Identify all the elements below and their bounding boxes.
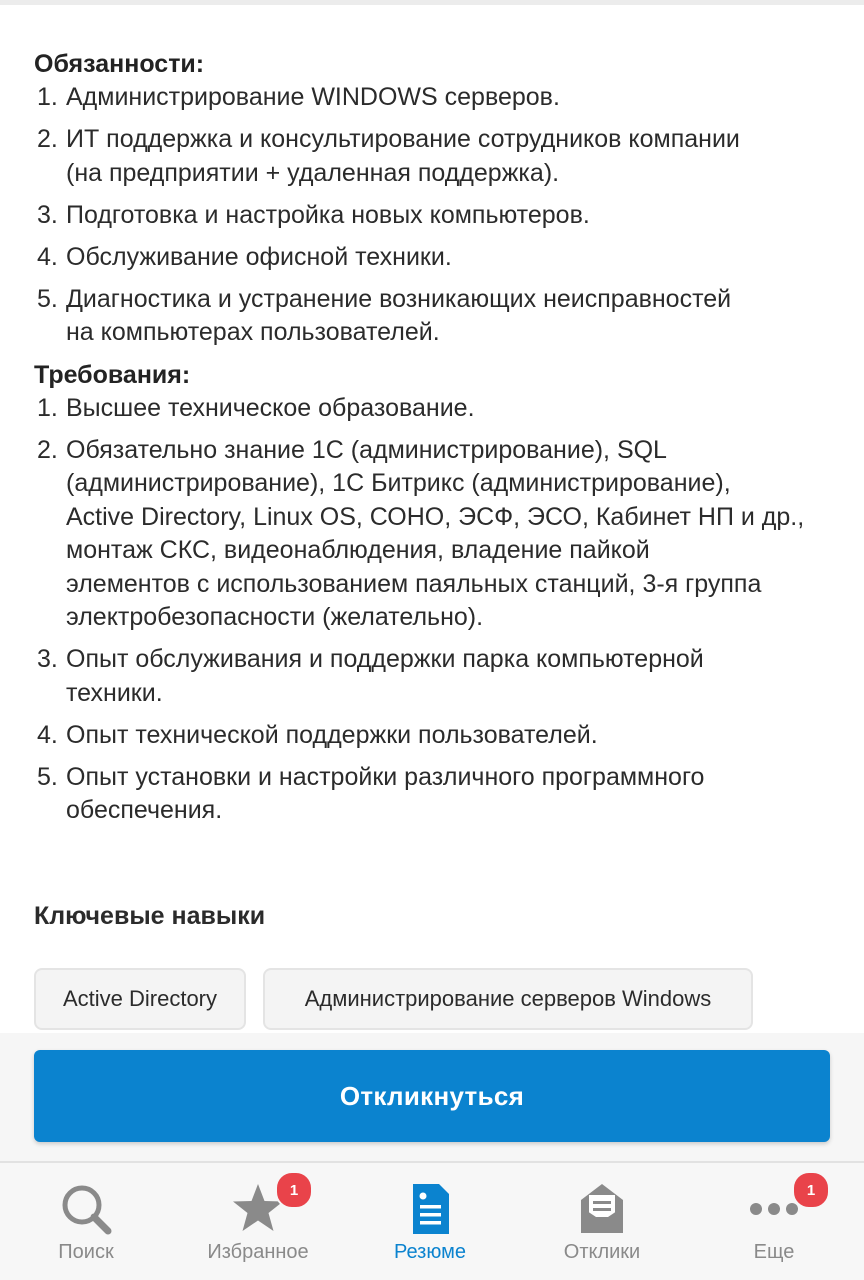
nav-label: Отклики xyxy=(563,1241,641,1263)
action-bar xyxy=(0,1033,864,1161)
requirements-list xyxy=(34,392,834,828)
nav-label: Избранное xyxy=(207,1241,309,1263)
bottom-navigation xyxy=(0,1161,864,1280)
list-item: 1. Администрирование WINDOWS серверов. xyxy=(37,83,560,111)
nav-item-search[interactable] xyxy=(0,1163,172,1280)
list-item: 1. Высшее техническое образование. xyxy=(37,393,475,422)
list-item: 4. Обслуживание офисной техники. xyxy=(37,242,452,271)
notification-badge: 1 xyxy=(792,1171,830,1209)
nav-label: Еще xyxy=(753,1241,795,1263)
list-item: 3. Опыт обслуживания и поддержки парка компьютерной техники. xyxy=(37,645,704,707)
envelope-icon xyxy=(574,1181,630,1237)
requirements-heading: Требования: xyxy=(34,360,191,389)
nav-item-responses[interactable] xyxy=(516,1163,688,1280)
list-item: 5. Опыт установки и настройки различного программного обеспечения. xyxy=(37,762,705,824)
vacancy-description xyxy=(34,48,834,836)
search-icon xyxy=(58,1181,114,1237)
nav-item-resume[interactable] xyxy=(344,1163,516,1280)
list-item: 3. Подготовка и настройка новых компьютеров. xyxy=(37,200,590,229)
respond-button[interactable]: Откликнуться xyxy=(34,1050,830,1142)
list-item: 2. Обязательно знание 1С (администрирование), SQL (администрирование), 1С Битрикс (администрирование), Active Directory, Linux OS, СОНО, ЭСФ, ЭСО, Кабинет НП и др., монтаж СКС, видеонаблюдения, владение пайкой элементов с использованием паяльных станций, 3-я группа электробезопасности (желательно). xyxy=(37,435,805,631)
top-divider xyxy=(0,0,864,5)
list-item: 2. ИТ поддержка и консультирование сотрудников компании (на предприятии + удаленная поддержка). xyxy=(37,125,740,187)
duties-heading: Обязанности: xyxy=(34,50,205,78)
list-item: 4. Опыт технической поддержки пользователей. xyxy=(37,720,598,749)
skill-chip: Active Directory xyxy=(34,968,246,1030)
nav-label: Поиск xyxy=(58,1241,114,1263)
duties-list xyxy=(34,81,834,350)
list-item: 5. Диагностика и устранение возникающих неисправностей на компьютерах пользователей. xyxy=(37,284,732,346)
key-skills-heading: Ключевые навыки xyxy=(34,902,266,930)
nav-label: Резюме xyxy=(394,1241,466,1263)
skill-chip: Администрирование серверов Windows xyxy=(263,968,753,1030)
notification-badge: 1 xyxy=(275,1171,313,1209)
document-icon xyxy=(402,1181,458,1237)
nav-item-more[interactable] xyxy=(688,1163,860,1280)
nav-item-favorites[interactable] xyxy=(172,1163,344,1280)
